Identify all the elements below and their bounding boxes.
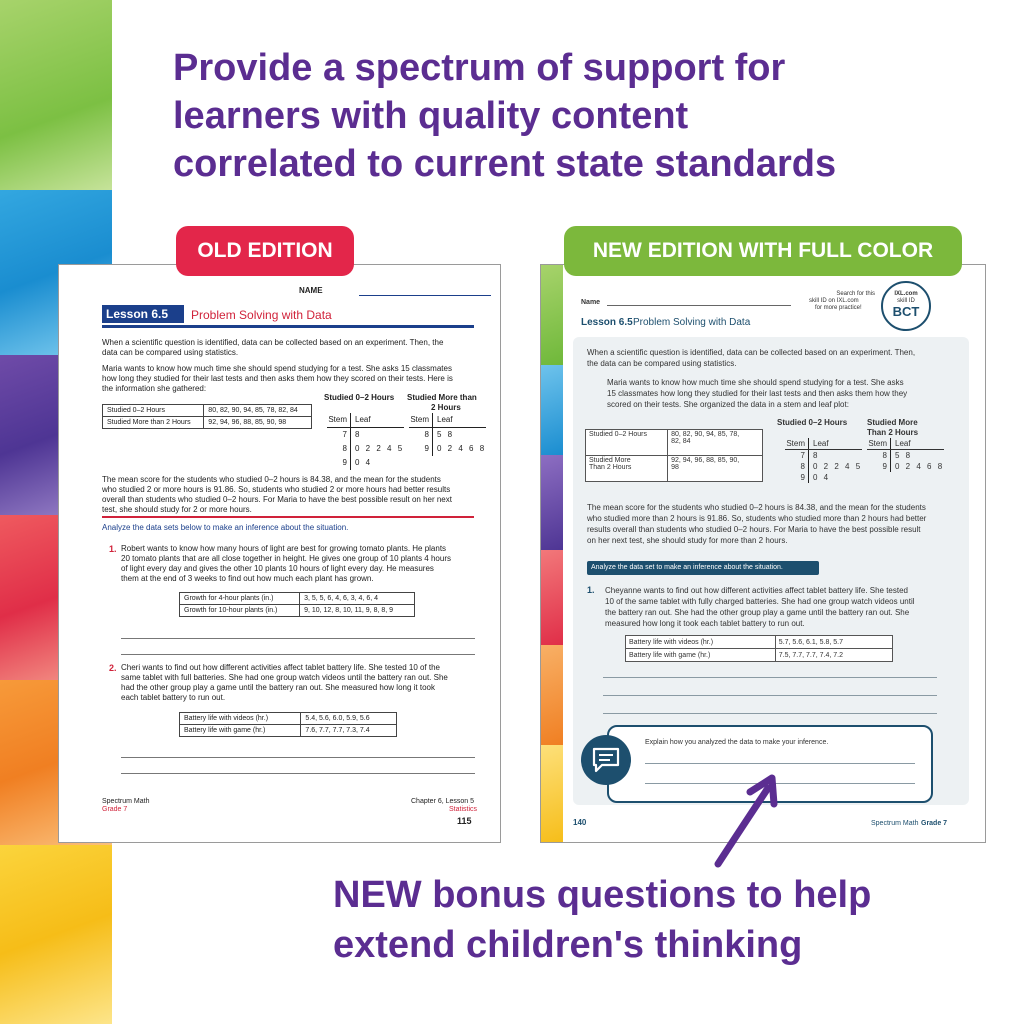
footer-title: Spectrum Math bbox=[871, 820, 919, 827]
name-label: Name bbox=[581, 299, 601, 306]
ixl-hint: for more practice! bbox=[815, 305, 862, 311]
analyze-instruction: Analyze the data set to make an inference about the situation. bbox=[587, 561, 819, 575]
mean-text: on her next test, she should study for more than 2 hours. bbox=[587, 536, 788, 545]
cell-text: 92, 94, 96, 88, 85, 90, bbox=[671, 457, 740, 464]
footer-grade: Grade 7 bbox=[921, 820, 948, 827]
stem-leaf-plot-1 bbox=[785, 438, 862, 483]
table-cell: Battery life with videos (hr.) bbox=[180, 713, 301, 725]
lesson-rule bbox=[102, 325, 474, 328]
question-text: Robert wants to know how many hours of light are best for growing tomato plants. He plants bbox=[121, 544, 447, 553]
leaf-value: 0 4 bbox=[813, 473, 831, 482]
table-row bbox=[180, 713, 397, 725]
mean-text: The mean score for the students who studied 0–2 hours is 84.38, and the mean for the students bbox=[102, 475, 441, 484]
leaf-value: 8 bbox=[355, 430, 362, 439]
stem-value: 9 bbox=[327, 456, 351, 470]
table-row bbox=[626, 636, 893, 649]
leaf-label: Leaf bbox=[895, 439, 911, 448]
table-row bbox=[103, 417, 312, 429]
pointer-arrow-icon bbox=[700, 770, 790, 870]
question-number: 2. bbox=[109, 663, 117, 673]
callout-line: extend children's thinking bbox=[333, 924, 803, 966]
question-text: each tablet battery to run out. bbox=[121, 693, 226, 702]
stem-value: 8 bbox=[327, 442, 351, 456]
mean-text: test, she should study for 2 or more hours. bbox=[102, 505, 252, 514]
section-rule bbox=[102, 516, 474, 518]
leaf-label: Leaf bbox=[355, 415, 371, 424]
name-line bbox=[607, 305, 791, 306]
table-cell: Battery life with videos (hr.) bbox=[626, 636, 776, 649]
answer-line bbox=[121, 638, 475, 639]
old-edition-tag: OLD EDITION bbox=[176, 226, 354, 276]
table-cell: 3, 5, 5, 6, 4, 6, 3, 4, 6, 4 bbox=[300, 593, 415, 605]
cell-text: 80, 82, 90, 94, 85, 78, bbox=[671, 431, 740, 438]
question-text: of light every day and gives the other 10 plants 10 hours of light every day. He measures bbox=[121, 564, 434, 573]
question-text: measured how long it took each tablet battery to run out. bbox=[605, 619, 805, 628]
leaf-value: 0 2 2 4 5 bbox=[355, 444, 405, 453]
leaf-value: 0 2 2 4 5 bbox=[813, 462, 863, 471]
table-row bbox=[626, 649, 893, 662]
table-cell: Studied 0–2 Hours bbox=[103, 405, 204, 417]
stem-value: 8 bbox=[409, 428, 433, 442]
color-edge bbox=[541, 265, 563, 843]
mean-text: who studied 2 or more hours is 91.86. So, students who studied 2 or more hours had better results bbox=[102, 485, 451, 494]
stem-leaf-plot-1 bbox=[327, 413, 404, 470]
answer-line bbox=[603, 695, 937, 696]
page-number: 140 bbox=[573, 818, 587, 827]
table-cell: Battery life with game (hr.) bbox=[626, 649, 776, 662]
intro-text: When a scientific question is identified, data can be collected based on an experiment. Then, bbox=[587, 348, 916, 357]
footer-chapter: Chapter 6, Lesson 5 bbox=[411, 798, 475, 805]
table-cell bbox=[586, 430, 668, 456]
stem-value: 7 bbox=[785, 450, 809, 461]
table-cell bbox=[668, 456, 763, 482]
table-row bbox=[586, 430, 763, 456]
maria-text: 15 classmates how long they studied for their last tests and then asks them how they bbox=[607, 389, 908, 398]
footer-grade: Grade 7 bbox=[102, 806, 128, 813]
stem-value: 8 bbox=[867, 450, 891, 461]
chat-bubble-icon bbox=[581, 735, 631, 785]
leaf-label: Leaf bbox=[437, 415, 453, 424]
cell-text: Studied 0–2 Hours bbox=[589, 431, 647, 438]
leaf-value: 5 8 bbox=[895, 451, 913, 460]
battery-life-table bbox=[625, 635, 893, 662]
footer-title: Spectrum Math bbox=[102, 798, 150, 805]
name-label: NAME bbox=[299, 286, 323, 295]
answer-line bbox=[121, 654, 475, 655]
table-cell: Growth for 4-hour plants (in.) bbox=[180, 593, 300, 605]
stem-heading: Studied More than bbox=[407, 393, 477, 402]
intro-text: the data can be compared using statistics. bbox=[587, 359, 737, 368]
old-edition-page bbox=[58, 264, 501, 843]
answer-line bbox=[603, 677, 937, 678]
name-line bbox=[359, 286, 491, 296]
stem-heading: Than 2 Hours bbox=[867, 428, 919, 437]
table-cell bbox=[586, 456, 668, 482]
table-cell: 9, 10, 12, 8, 10, 11, 9, 8, 8, 9 bbox=[300, 605, 415, 617]
cell-text: 82, 84 bbox=[671, 438, 691, 445]
maria-text: scored on their tests. She organized the data in a stem and leaf plot: bbox=[607, 400, 849, 409]
lesson-number: Lesson 6.5 bbox=[102, 305, 184, 323]
leaf-value: 8 bbox=[813, 451, 820, 460]
table-row bbox=[180, 725, 397, 737]
table-cell: 5.7, 5.6, 6.1, 5.8, 5.7 bbox=[775, 636, 892, 649]
stem-label: Stem bbox=[785, 438, 809, 449]
stem-label: Stem bbox=[409, 413, 433, 427]
leaf-value: 5 8 bbox=[437, 430, 455, 439]
table-cell: 80, 82, 90, 94, 85, 78, 82, 84 bbox=[204, 405, 312, 417]
stem-label: Stem bbox=[327, 413, 351, 427]
table-cell: Battery life with game (hr.) bbox=[180, 725, 301, 737]
answer-line bbox=[645, 763, 915, 764]
leaf-label: Leaf bbox=[813, 439, 829, 448]
question-text: 20 tomato plants that are all close together in height. He gives one group of 10 plants 4 hours bbox=[121, 554, 451, 563]
page-number: 115 bbox=[457, 816, 472, 826]
stem-value: 9 bbox=[785, 472, 809, 483]
study-data-table bbox=[585, 429, 763, 482]
table-row bbox=[180, 593, 415, 605]
stem-leaf-plot-2 bbox=[409, 413, 486, 456]
new-edition-page bbox=[540, 264, 986, 843]
maria-text: Maria wants to know how much time she should spend studying for a test. She asks 15 classmates bbox=[102, 364, 452, 373]
stem-heading: Studied 0–2 Hours bbox=[324, 393, 395, 402]
stem-heading: Studied 0–2 Hours bbox=[777, 418, 848, 427]
bonus-question-text: Explain how you analyzed the data to make your inference. bbox=[645, 739, 829, 746]
question-text: had the other group play a game until the battery ran out. She measured how long it took bbox=[121, 683, 435, 692]
maria-text: the information she gathered: bbox=[102, 384, 207, 393]
question-text: them at the end of 3 weeks to find out how much each plant has grown. bbox=[121, 574, 374, 583]
callout-line: NEW bonus questions to help bbox=[333, 874, 872, 916]
headline-line: learners with quality content bbox=[173, 95, 689, 137]
ixl-hint: Search for this bbox=[836, 291, 875, 297]
table-row bbox=[103, 405, 312, 417]
question-text: the battery ran out. She had the other group play a game until the battery ran out. She bbox=[605, 608, 910, 617]
analyze-instruction: Analyze the data sets below to make an inference about the situation. bbox=[102, 523, 349, 532]
tomato-growth-table bbox=[179, 592, 415, 617]
table-cell: Growth for 10-hour plants (in.) bbox=[180, 605, 300, 617]
stem-value: 7 bbox=[327, 428, 351, 442]
mean-text: overall than students who studied 0–2 hours. For Maria to have the best possible result on her next bbox=[102, 495, 452, 504]
leaf-value: 0 4 bbox=[355, 458, 373, 467]
mean-text: results overall than students who studied 0–2 hours. For Maria to have the best possible result bbox=[587, 525, 921, 534]
leaf-value: 0 2 4 6 8 bbox=[895, 462, 945, 471]
answer-line bbox=[603, 713, 937, 714]
bonus-callout bbox=[333, 870, 993, 970]
question-text: 10 of the same tablet with fully charged batteries. She had one group watch videos until bbox=[605, 597, 915, 606]
ixl-site: IXL.com bbox=[894, 291, 918, 297]
headline bbox=[173, 44, 993, 188]
ixl-hint: skill ID on IXL.com bbox=[809, 298, 859, 304]
table-cell: Studied More than 2 Hours bbox=[103, 417, 204, 429]
stem-label: Stem bbox=[867, 438, 891, 449]
table-cell: 7.5, 7.7, 7.7, 7.4, 7.2 bbox=[775, 649, 892, 662]
table-row bbox=[586, 456, 763, 482]
stem-value: 9 bbox=[409, 442, 433, 456]
question-number: 1. bbox=[109, 544, 117, 554]
stem-heading: Studied More bbox=[867, 418, 918, 427]
cell-text: Studied More bbox=[589, 457, 631, 464]
ixl-skill-label: skill ID bbox=[897, 298, 915, 304]
maria-text: Maria wants to know how much time she should spend studying for a test. She asks bbox=[607, 378, 904, 387]
mean-text: The mean score for the students who studied 0–2 hours is 84.38, and the mean for the students bbox=[587, 503, 926, 512]
lesson-number: Lesson 6.5 bbox=[581, 317, 633, 328]
stem-leaf-plot-2 bbox=[867, 438, 944, 472]
question-text: same tablet with full batteries. She had one group watch videos until the battery ran out. She bbox=[121, 673, 448, 682]
answer-line bbox=[121, 757, 475, 758]
question-number: 1. bbox=[587, 585, 595, 595]
table-cell: 92, 94, 96, 88, 85, 90, 98 bbox=[204, 417, 312, 429]
table-cell: 7.6, 7.7, 7.7, 7.3, 7.4 bbox=[301, 725, 397, 737]
table-row bbox=[180, 605, 415, 617]
table-cell bbox=[668, 430, 763, 456]
cell-text: 98 bbox=[671, 464, 679, 471]
question-text: Cheyanne wants to find out how different activities affect tablet battery life. She tested bbox=[605, 586, 908, 595]
question-text: Cheri wants to find out how different activities affect tablet battery life. She tested 10 of the bbox=[121, 663, 440, 672]
table-cell: 5.4, 5.6, 6.0, 5.9, 5.6 bbox=[301, 713, 397, 725]
headline-line: Provide a spectrum of support for bbox=[173, 47, 786, 89]
answer-line bbox=[121, 773, 475, 774]
stem-heading: 2 Hours bbox=[431, 403, 461, 412]
leaf-value: 0 2 4 6 8 bbox=[437, 444, 487, 453]
ixl-skill-code: BCT bbox=[892, 304, 920, 319]
lesson-title: Problem Solving with Data bbox=[191, 308, 332, 322]
new-edition-tag: NEW EDITION WITH FULL COLOR bbox=[564, 226, 962, 276]
headline-line: correlated to current state standards bbox=[173, 143, 837, 185]
intro-text: data can be compared using statistics. bbox=[102, 348, 239, 357]
footer-topic: Statistics bbox=[449, 806, 478, 813]
mean-text: who studied more than 2 hours is 91.86. So, students who studied more than 2 hours had better bbox=[587, 514, 927, 523]
cell-text: Than 2 Hours bbox=[589, 464, 632, 471]
ixl-skill-badge bbox=[881, 281, 931, 331]
lesson-title: Problem Solving with Data bbox=[633, 317, 751, 328]
battery-life-table bbox=[179, 712, 397, 737]
study-data-table bbox=[102, 404, 312, 429]
stem-value: 8 bbox=[785, 461, 809, 472]
maria-text: how long they studied for their last tests and then asks them how they scored on their tests. Here is bbox=[102, 374, 453, 383]
stem-value: 9 bbox=[867, 461, 891, 472]
intro-text: When a scientific question is identified, data can be collected based on an experiment. Then, the bbox=[102, 338, 444, 347]
